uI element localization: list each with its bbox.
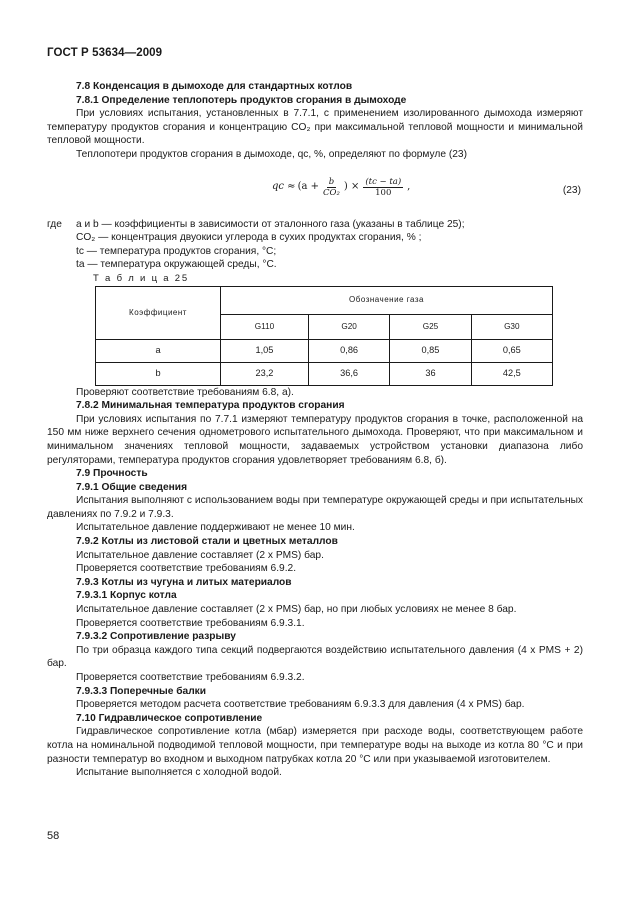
document-header: ГОСТ Р 53634—2009 <box>47 47 163 59</box>
heading-7-8: 7.8 Конденсация в дымоходе для стандартных котлов <box>76 81 353 92</box>
table-header-coefficient: Коэффициент <box>96 286 221 339</box>
formula-expression <box>272 177 410 198</box>
paragraph: При условиях испытания, установленных в 7.7.1, с применением изолированного дымохода измеряют температуру продуктов сгорания и концентрацию CO₂ при максимальной тепловой мощности и минимальной тепловой мощности. <box>47 108 583 147</box>
heading-7-9-1: 7.9.1 Общие сведения <box>76 481 188 493</box>
table-cell: 0,65 <box>471 339 552 362</box>
paragraph: Проверяют соответствие требованиям 6.8, а). <box>76 386 294 398</box>
fraction-temperature <box>363 177 403 198</box>
heading-7-8-2: 7.8.2 Минимальная температура продуктов сгорания <box>76 400 345 412</box>
table-cell: 0,86 <box>308 339 389 362</box>
paragraph: Проверяется соответствие требованиям 6.9.2. <box>76 563 297 575</box>
table-25 <box>95 286 553 386</box>
formula-end: , <box>407 181 411 193</box>
table-cell: 23,2 <box>221 362 309 385</box>
paragraph: Испытание выполняется с холодной водой. <box>76 767 282 779</box>
fraction-numerator: b <box>328 176 335 187</box>
definition-tc: tc — температура продуктов сгорания, °С; <box>76 245 277 257</box>
table-header-gas: G110 <box>221 314 309 339</box>
paragraph: Теплопотери продуктов сгорания в дымоходе, qc, %, определяют по формуле (23) <box>76 148 467 160</box>
table-cell: 36,6 <box>308 362 389 385</box>
table-cell: 0,85 <box>390 339 471 362</box>
paragraph: По три образца каждого типа секций подвергаются воздействию испытательного давления (4 x PMS + 2) бар. <box>47 644 583 670</box>
fraction-b-co2 <box>323 177 340 198</box>
formula-close: ) × <box>343 181 360 193</box>
table-row-label: b <box>96 362 221 385</box>
definition-a-b: a и b — коэффициенты в зависимости от эталонного газа (указаны в таблице 25); <box>76 218 465 230</box>
definition-ta: ta — температура окружающей среды, °С. <box>76 259 277 271</box>
heading-7-9-3-2: 7.9.3.2 Сопротивление разрыву <box>76 631 236 643</box>
document-body <box>47 80 583 780</box>
heading-7-8-1: 7.8.1 Определение теплопотерь продуктов сгорания в дымоходе <box>76 94 407 106</box>
table-cell: 42,5 <box>471 362 552 385</box>
heading-7-9: 7.9 Прочность <box>76 468 148 480</box>
heading-7-9-3-3: 7.9.3.3 Поперечные балки <box>76 685 207 697</box>
table-row-label: a <box>96 339 221 362</box>
heading-7-9-3-1: 7.9.3.1 Корпус котла <box>76 590 177 602</box>
paragraph: Проверяется соответствие требованиям 6.9.3.2. <box>76 672 305 683</box>
paragraph: Проверяется соответствие требованиям 6.9.3.1. <box>76 617 305 629</box>
paragraph: Испытательное давление поддерживают не менее 10 мин. <box>76 522 355 534</box>
definitions <box>47 218 583 272</box>
heading-7-9-2: 7.9.2 Котлы из листовой стали и цветных металлов <box>76 536 338 548</box>
formula-open: (a + <box>297 181 319 193</box>
paragraph: Испытания выполняют с использованием воды при температуре окружающей среды и при испытательных давлениях по 7.9.2 и 7.9.3. <box>47 495 583 520</box>
definition-row <box>47 218 583 232</box>
paragraph: При условиях испытания по 7.7.1 измеряют температуру продуктов сгорания в точке, расположенной на 150 мм ниже верхнего сечения однометрового испытательного дымохода. Проверяют, что при максимальном и минимальном значениях тепловой мощности, задаваемых устройством установки диапазона либо регуляторами, температура продуктов сгорания удовлетворяет требованиям 6.8, б). <box>47 413 583 466</box>
fraction-denominator: CO₂ <box>322 187 340 198</box>
table-header-gas: G25 <box>390 314 471 339</box>
heading-7-9-3: 7.9.3 Котлы из чугуна и литых материалов <box>76 576 292 588</box>
paragraph: Испытательное давление составляет (2 x PMS) бар. <box>76 549 324 561</box>
paragraph: Испытательное давление составляет (2 x PMS) бар, но при любых условиях не менее 8 бар. <box>76 604 517 616</box>
formula-23 <box>47 174 583 210</box>
table-cell: 1,05 <box>221 339 309 362</box>
fraction-numerator: (tc − ta) <box>365 176 402 187</box>
table-caption: Т а б л и ц а 25 <box>93 272 189 284</box>
paragraph: Гидравлическое сопротивление котла (мбар) измеряется при расходе воды, соответствующем работе котла на номинальной подводимой тепловой мощности, при температуре воды на выходе из котла 80 °С и при разности температур во входном и выходном патрубках котла 20 °С или при указываемой изготовителем. <box>47 726 583 765</box>
formula-lhs: qc ≈ <box>272 181 296 193</box>
heading-7-10: 7.10 Гидравлическое сопротивление <box>76 712 263 724</box>
paragraph: Проверяется методом расчета соответствие требованиям 6.9.3.3 для давления (4 x PMS) бар. <box>76 699 525 711</box>
table-header-gas: G20 <box>308 314 389 339</box>
equation-number: (23) <box>562 184 581 196</box>
table-header-gas-designation: Обозначение газа <box>221 286 553 314</box>
table-cell: 36 <box>390 362 471 385</box>
fraction-denominator: 100 <box>375 187 392 198</box>
definition-co2: CO₂ — концентрация двуокиси углерода в сухих продуктах сгорания, % ; <box>76 232 422 244</box>
table-row <box>96 362 553 385</box>
definitions-lead: где <box>47 218 62 230</box>
table-header-gas: G30 <box>471 314 552 339</box>
page-number: 58 <box>47 830 60 842</box>
table-row <box>96 339 553 362</box>
